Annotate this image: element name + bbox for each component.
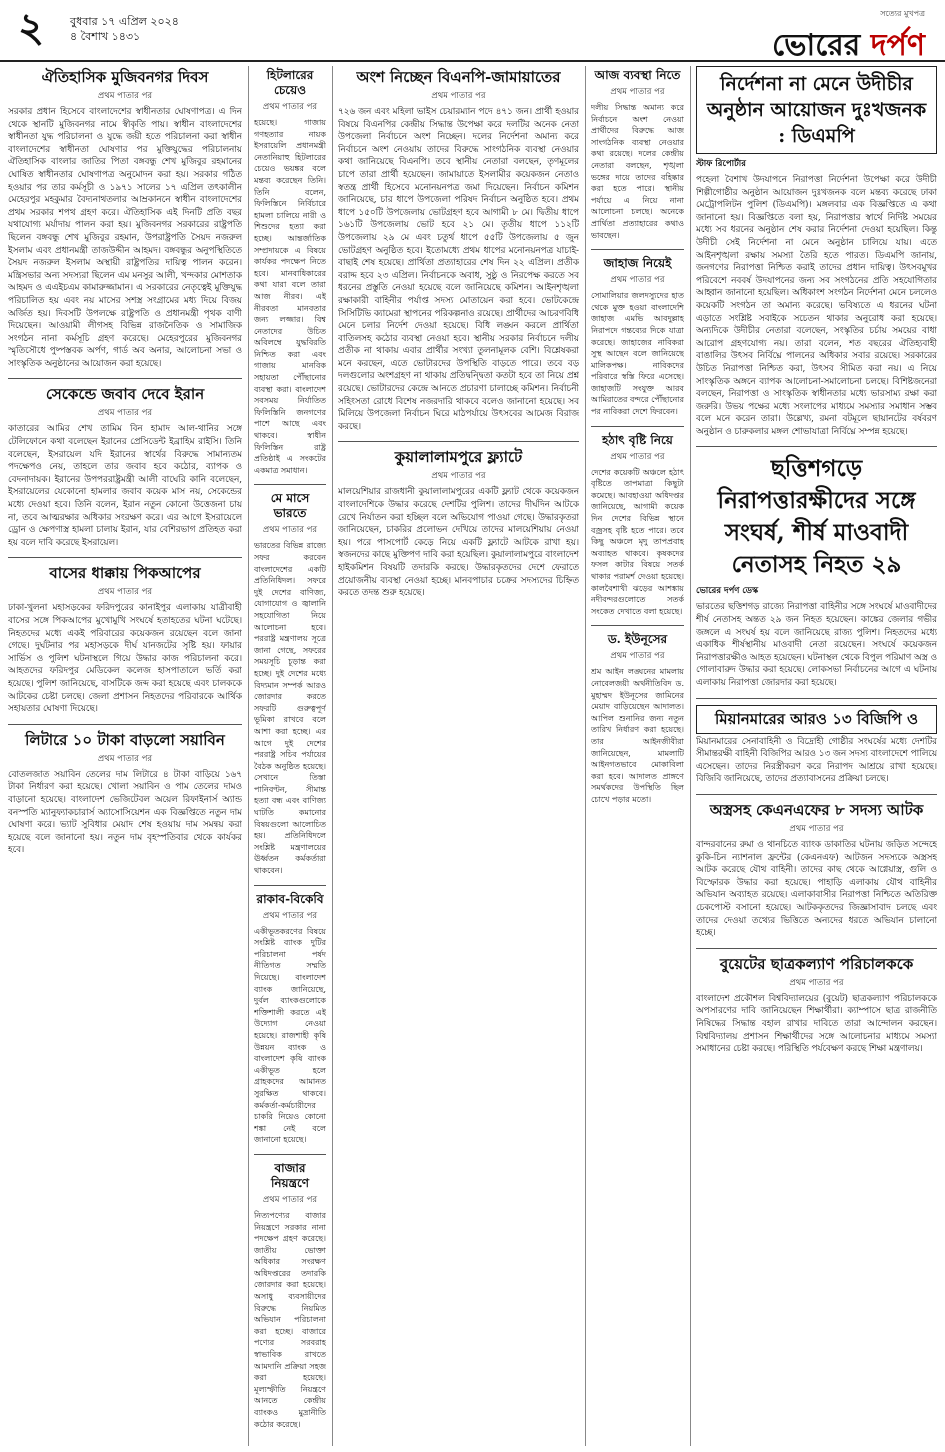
article-body: হয়েছে। গাজায় গণহত্যার নায়ক ইসরায়েলি প্রধানমন্ত্রী নেতানিয়াহু হিটলারের চেয়েও ভয়ঙ্কর বলে মন্তব্য করেছেন তিনি। তিনি বলেন, ফিলিস্তিনে নির্বিচারে হামলা চালিয়ে নারী ও শিশুদের হত্যা করা হচ্ছে। আন্তর্জাতিক সম্প্রদায়কে এ বিষয়ে কার্যকর পদক্ষেপ নিতে হবে। মানবাধিকারের কথা যারা বলে তারা আজ নীরব। এই নীরবতা মানবতার জন্য লজ্জার। বিশ্ব নেতাদের উচিত অবিলম্বে যুদ্ধবিরতি নিশ্চিত করা এবং গাজায় মানবিক সহায়তা পৌঁছানোর ব্যবস্থা করা। বাংলাদেশ সবসময় নির্যাতিত ফিলিস্তিনি জনগণের পাশে আছে এবং থাকবে। স্বাধীন ফিলিস্তিন রাষ্ট্র প্রতিষ্ঠাই এ সংকটের একমাত্র সমাধান। (254, 118, 326, 475)
article-body: দেশের কয়েকটি অঞ্চলে হঠাৎ বৃষ্টিতে তাপমাত্রা কিছুটা কমেছে। আবহাওয়া অধিদপ্তর জানিয়েছে, আগামী কয়েক দিন দেশের বিভিন্ন স্থানে বজ্রসহ বৃষ্টি হতে পারে। তবে কিছু অঞ্চলে মৃদু তাপপ্রবাহ অব্যাহত থাকবে। কৃষকদের ফসল কাটার বিষয়ে সতর্ক থাকার পরামর্শ দেওয়া হয়েছে। কালবৈশাখী ঝড়ের আশঙ্কায় নদীবন্দরগুলোতে সতর্ক সংকেত দেখাতে বলা হয়েছে। (591, 467, 684, 616)
article-headline[interactable]: মিয়ানমারের আরও ১৩ বিজিপি ও (696, 705, 937, 734)
article (254, 1161, 326, 1430)
column-2 (254, 66, 326, 1446)
article-body: ভারতের ছত্তিশগড় রাজ্যে নিরাপত্তা বাহিনীর সঙ্গে সংঘর্ষে মাওবাদীদের শীর্ষ নেতাসহ অন্তত ২৯ জন নিহত হয়েছেন। কাঙ্কের জেলার গভীর জঙ্গলে এ সংঘর্ষ হয় বলে জানিয়েছে রাজ্য পুলিশ। নিহতদের মধ্যে একাধিক শীর্ষস্থানীয় মাওবাদী নেতা রয়েছেন। সংঘর্ষে কয়েকজন নিরাপত্তারক্ষীও আহত হয়েছেন। ঘটনাস্থল থেকে বিপুল পরিমাণ অস্ত্র ও গোলাবারুদ উদ্ধার করা হয়েছে। লোকসভা নির্বাচনের আগে এ ঘটনায় এলাকায় নিরাপত্তা জোরদার করা হয়েছে। (696, 602, 937, 689)
article-headline[interactable]: ঐতিহাসিক মুজিবনগর দিবস (41, 68, 209, 86)
divider (696, 446, 937, 447)
continuation-label: প্রথম পাতার পর (262, 910, 318, 921)
article-body: সোমালিয়ার জলদস্যুদের হাত থেকে মুক্ত হওয়া বাংলাদেশি জাহাজ এমভি আবদুল্লাহ নিরাপদে গন্তব্যের দিকে যাত্রা করেছে। জাহাজের নাবিকরা সুস্থ আছেন বলে জানিয়েছে মালিকপক্ষ। নাবিকদের পরিবারে স্বস্তি ফিরে এসেছে। জাহাজটি সংযুক্ত আরব আমিরাতের বন্দরে পৌঁছানোর পর নাবিকরা দেশে ফিরবেন। (591, 291, 684, 417)
masthead (0, 0, 945, 62)
article (254, 892, 326, 1146)
article-headline[interactable]: বাসের ধাক্কায় পিকআপের (49, 564, 201, 583)
article (696, 801, 937, 940)
article-headline[interactable]: অংশ নিচ্ছেন বিএনপি-জামায়াতের (356, 68, 561, 86)
lead-article (696, 453, 937, 689)
date-bengali: ৪ বৈশাখ ১৪৩১ (70, 30, 141, 43)
article-body: শ্রম আইন লঙ্ঘনের মামলায় নোবেলজয়ী অর্থনীতিবিদ ড. মুহাম্মদ ইউনূসের জামিনের মেয়াদ বাড়িয়েছেন আদালত। আপিল শুনানির জন্য নতুন তারিখ নির্ধারণ করা হয়েছে। তার আইনজীবীরা জানিয়েছেন, মামলাটি আইনগতভাবে মোকাবিলা করা হবে। আদালত প্রাঙ্গণে সমর্থকদের উপস্থিতি ছিল চোখে পড়ার মতো। (591, 667, 684, 804)
article-body: একীভূতকরণের বিষয়ে সংশ্লিষ্ট ব্যাংক দুটির পরিচালনা পর্ষদ নীতিগত সম্মতি দিয়েছে। বাংলাদেশ ব্যাংক জানিয়েছে, দুর্বল ব্যাংকগুলোকে শক্তিশালী করতে এই উদ্যোগ নেওয়া হয়েছে। রাজশাহী কৃষি উন্নয়ন ব্যাংক ও বাংলাদেশ কৃষি ব্যাংক একীভূত হলে গ্রাহকদের আমানত সুরক্ষিত থাকবে। কর্মকর্তা-কর্মচারীদের চাকরি নিয়েও কোনো শঙ্কা নেই বলে জানানো হয়েছে। (254, 926, 326, 1145)
article-body: মালয়েশিয়ার রাজধানী কুয়ালালামপুরের একটি ফ্ল্যাট থেকে কয়েকজন বাংলাদেশিকে উদ্ধার করেছে দেশটির পুলিশ। তাদের দীর্ঘদিন আটকে রেখে নির্যাতন করা হচ্ছিল বলে অভিযোগ পাওয়া গেছে। উদ্ধারকৃতরা জানিয়েছেন, চাকরির প্রলোভন দেখিয়ে তাদের মালয়েশিয়ায় নেওয়া হয়। পরে পাসপোর্ট কেড়ে নিয়ে একটি ফ্ল্যাটে আটকে রাখা হয়। স্বজনদের কাছে মুক্তিপণ দাবি করা হয়েছিল। কুয়ালালামপুরে বাংলাদেশ হাইকমিশন বিষয়টি তদারকি করছে। উদ্ধারকৃতদের দেশে ফেরাতে প্রয়োজনীয় ব্যবস্থা নেওয়া হচ্ছে। মানবপাচার চক্রের সদস্যদের চিহ্নিত করতে তদন্ত শুরু হয়েছে। (338, 487, 579, 599)
article (338, 448, 579, 599)
column-rule (332, 66, 333, 1446)
lead-article (696, 66, 937, 438)
divider (591, 249, 684, 250)
byline: ভোরের দর্পণ ডেস্ক (696, 586, 759, 597)
column-rule (585, 66, 586, 1446)
article-body: পহেলা বৈশাখ উদযাপনে নিরাপত্তা নির্দেশনা উপেক্ষা করে উদীচী শিল্পীগোষ্ঠীর অনুষ্ঠান আয়োজন দুঃখজনক বলে মন্তব্য করেছে ঢাকা মেট্রোপলিটন পুলিশ (ডিএমপি)। মঙ্গলবার এক বিজ্ঞপ্তিতে এ কথা জানানো হয়। বিজ্ঞপ্তিতে বলা হয়, নিরাপত্তার স্বার্থে নির্দিষ্ট সময়ের মধ্যে সব ধরনের অনুষ্ঠান শেষ করার নির্দেশনা দেওয়া হয়েছিল। কিন্তু উদীচী সেই নির্দেশনা না মেনে অনুষ্ঠান চালিয়ে যায়। এতে আইনশৃঙ্খলা রক্ষায় সমস্যা তৈরি হতে পারত। ডিএমপি জানায়, জনগণের নিরাপত্তা নিশ্চিত করাই তাদের প্রধান দায়িত্ব। উৎসবমুখর পরিবেশে নববর্ষ উদযাপনের জন্য সব সংগঠনের প্রতি সহযোগিতার আহ্বান জানানো হয়েছিল। অধিকাংশ সংগঠন নির্দেশনা মেনে চললেও কয়েকটি সংগঠন তা অমান্য করেছে। ভবিষ্যতে এ ধরনের ঘটনা এড়াতে সংশ্লিষ্ট সবাইকে সচেতন থাকার অনুরোধ করা হয়েছে। অন্যদিকে উদীচীর নেতারা বলেছেন, সংস্কৃতির চর্চায় সময়ের বাধা আরোপ গ্রহণযোগ্য নয়। তারা বলেন, শত বছরের ঐতিহ্যবাহী বাঙালির উৎসব নির্বিঘ্নে পালনের অধিকার সবার রয়েছে। সরকারের উচিত নিরাপত্তা নিশ্চিত করা, উৎসব সীমিত করা নয়। এ নিয়ে সাংস্কৃতিক অঙ্গনে ব্যাপক আলোচনা-সমালোচনা চলছে। বিশিষ্টজনেরা বলছেন, নিরাপত্তা ও সাংস্কৃতিক স্বাধীনতার মধ্যে ভারসাম্য রক্ষা করা জরুরি। উভয় পক্ষের মধ্যে সংলাপের মাধ্যমে সমস্যার সমাধান সম্ভব বলে মনে করেন তারা। উল্লেখ্য, রমনা বটমূলে ছায়ানটের বর্ষবরণ অনুষ্ঠান ও চারুকলার মঙ্গল শোভাযাত্রা নির্বিঘ্নে সম্পন্ন হয়েছে। (696, 175, 937, 437)
continuation-label: প্রথম পাতার পর (610, 275, 665, 286)
continuation-label: প্রথম পাতার পর (431, 471, 486, 482)
lead-headline[interactable]: ছত্তিশগড়ে নিরাপত্তারক্ষীদের সঙ্গে সংঘর্ষ, শীর্ষ মাওবাদী নেতাসহ নিহত ২৯ (717, 455, 916, 579)
divider (696, 948, 937, 949)
newspaper-logo (772, 8, 925, 72)
continuation-label: প্রথম পাতার পর (97, 753, 153, 764)
article-body: ঢাকা-খুলনা মহাসড়কের ফরিদপুরের কানাইপুর এলাকায় যাত্রীবাহী বাসের সঙ্গে পিকআপের মুখোমুখি সংঘর্ষে হতাহতের ঘটনা ঘটেছে। নিহতদের মধ্যে একই পরিবারের কয়েকজন রয়েছেন বলে জানা গেছে। দুর্ঘটনার পর মহাসড়কে দীর্ঘ যানজটের সৃষ্টি হয়। ফায়ার সার্ভিস ও পুলিশ ঘটনাস্থলে গিয়ে উদ্ধার কাজ পরিচালনা করে। আহতদের ফরিদপুর মেডিকেল কলেজ হাসপাতালে ভর্তি করা হয়েছে। পুলিশ জানিয়েছে, বাসটিকে জব্দ করা হয়েছে এবং চালককে আটকের চেষ্টা চলছে। জেলা প্রশাসন নিহতদের পরিবারকে আর্থিক সহায়তার ঘোষণা দিয়েছে। (8, 603, 242, 715)
column-5 (696, 66, 937, 1446)
article-body: ৭২৬ জন এবং মহিলা ভাইস চেয়ারম্যান পদে ৪৭১ জন। প্রার্থী হওয়ার বিষয়ে বিএনপির কেন্দ্রীয় সিদ্ধান্ত উপেক্ষা করে দলটির অনেক নেতা উপজেলা নির্বাচনে অংশ নিচ্ছেন। দলের নির্দেশনা অমান্য করে নির্বাচনে অংশ নেওয়ায় তাদের বিরুদ্ধে সাংগঠনিক ব্যবস্থা নেওয়ার কথা জানিয়েছে বিএনপি। তবে স্থানীয় নেতারা বলছেন, তৃণমূলের চাপে তারা প্রার্থী হয়েছেন। জামায়াতে ইসলামীর কয়েকজন নেতাও স্বতন্ত্র প্রার্থী হিসেবে মনোনয়নপত্র জমা দিয়েছেন। নির্বাচন কমিশন জানিয়েছে, চার ধাপে উপজেলা পরিষদ নির্বাচন অনুষ্ঠিত হবে। প্রথম ধাপে ১৫০টি উপজেলায় ভোটগ্রহণ হবে আগামী ৮ মে। দ্বিতীয় ধাপে ১৬১টি উপজেলায় ভোট হবে ২১ মে। তৃতীয় ধাপে ১১২টি উপজেলায় ২৯ মে এবং চতুর্থ ধাপে ৫৫টি উপজেলায় ৫ জুন ভোটগ্রহণ অনুষ্ঠিত হবে। ইতোমধ্যে প্রথম ধাপের মনোনয়নপত্র যাচাই-বাছাই শেষ হয়েছে। প্রার্থিতা প্রত্যাহারের শেষ দিন ২২ এপ্রিল। প্রতীক বরাদ্দ হবে ২৩ এপ্রিল। নির্বাচনকে অবাধ, সুষ্ঠু ও নিরপেক্ষ করতে সব ধরনের প্রস্তুতি নেওয়া হয়েছে বলে জানিয়েছে কমিশন। আইনশৃঙ্খলা রক্ষাকারী বাহিনীর পর্যাপ্ত সদস্য মোতায়েন করা হবে। ভোটকেন্দ্রে সিসিটিভি ক্যামেরা স্থাপনের পরিকল্পনাও রয়েছে। প্রার্থীদের আচরণবিধি মেনে চলার নির্দেশ দেওয়া হয়েছে। বিধি লঙ্ঘন করলে প্রার্থিতা বাতিলসহ কঠোর ব্যবস্থা নেওয়া হবে। স্থানীয় সরকার নির্বাচনে দলীয় প্রতীক না থাকায় এবার প্রার্থীর সংখ্যা তুলনামূলক বেশি। বিশ্লেষকরা মনে করছেন, এতে ভোটারদের উপস্থিতি বাড়তে পারে। তবে বড় দলগুলোর অংশগ্রহণ না থাকায় প্রতিদ্বন্দ্বিতা কতটা হবে তা নিয়ে প্রশ্ন রয়েছে। ভোটারদের কেন্দ্রে আনতে প্রচারণা চালাচ্ছে কমিশন। নির্বাচনী সহিংসতা রোধে বিশেষ নজরদারি থাকবে বলেও জানানো হয়েছে। সব মিলিয়ে উপজেলা নির্বাচন ঘিরে মাঠপর্যায়ে উৎসবের আমেজ বিরাজ করছে। (338, 107, 579, 432)
column-3 (338, 66, 579, 1446)
divider (591, 426, 684, 427)
column-rule (690, 66, 691, 1446)
logo-word-2: দর্পণ (870, 28, 925, 63)
continuation-label: প্রথম পাতার পর (610, 87, 665, 97)
article (254, 491, 326, 876)
column-rule (248, 66, 249, 1446)
article (696, 955, 937, 1056)
article (8, 385, 242, 549)
article-body: ভারতের বিভিন্ন রাজ্যে সফর করবেন বাংলাদেশের একটি প্রতিনিধিদল। সফরে দুই দেশের বাণিজ্য, যোগাযোগ ও জ্বালানি সহযোগিতা নিয়ে আলোচনা হবে। পররাষ্ট্র মন্ত্রণালয় সূত্রে জানা গেছে, সফরের সময়সূচি চূড়ান্ত করা হচ্ছে। দুই দেশের মধ্যে বিদ্যমান সম্পর্ক আরও জোরদার করতে সফরটি গুরুত্বপূর্ণ ভূমিকা রাখবে বলে আশা করা হচ্ছে। এর আগে দুই দেশের পররাষ্ট্র সচিব পর্যায়ের বৈঠক অনুষ্ঠিত হয়েছে। সেখানে তিস্তা পানিবণ্টন, সীমান্ত হত্যা বন্ধ এবং বাণিজ্য ঘাটতি কমানোর বিষয়গুলো আলোচিত হয়। প্রতিনিধিদলে সংশ্লিষ্ট মন্ত্রণালয়ের ঊর্ধ্বতন কর্মকর্তারা থাকবেন। (254, 541, 326, 876)
logo-tagline: সত্যের মুখপত্র (880, 9, 925, 18)
article-body: বোতলজাত সয়াবিন তেলের দাম লিটারে ৪ টাকা বাড়িয়ে ১৬৭ টাকা নির্ধারণ করা হয়েছে। খোলা সয়াবিন ও পাম তেলের দামও বাড়ানো হয়েছে। বাংলাদেশ ভেজিটেবল অয়েল রিফাইনার্স অ্যান্ড বনস্পতি ম্যানুফ্যাকচারার্স অ্যাসোসিয়েশন এক বিজ্ঞপ্তিতে নতুন দাম ঘোষণা করে। ভ্যাট সুবিধার মেয়াদ শেষ হওয়ায় দাম সমন্বয় করা হয়েছে বলে জানানো হয়। নতুন দাম বৃহস্পতিবার থেকে কার্যকর হবে। (8, 769, 242, 856)
divider (591, 625, 684, 626)
article (254, 68, 326, 476)
article (591, 433, 684, 618)
continuation-label: প্রথম পাতার পর (610, 651, 665, 662)
article-body: সরকার প্রধান হিসেবে বাংলাদেশের স্বাধীনতার ঘোষণাপত্র। এ দিন থেকে স্থানটি মুজিবনগর নামে স্বীকৃতি পায়। স্বাধীন বাংলাদেশের স্বাধীনতা যুদ্ধ পরিচালনা ও যুদ্ধে জয়ী হতে পরিচালনা করা স্বাধীন বাংলাদেশের স্বাধীনতা ঘোষণার পর মুক্তিযুদ্ধের পরিচালনায় ঐতিহাসিক বাংলার জাতির পিতা বঙ্গবন্ধু শেখ মুজিবুর রহমানের ঘোষিত স্বাধীনতার ঘোষণাপত্র অনুমোদন করা হয়। সরকার গঠিত হওয়ার পর তার কর্মসূচী ও ১৯৭১ সালের ১৭ এপ্রিল তৎকালীন মেহেরপুর মহকুমার বৈদ্যনাথতলার আম্রকাননে স্বাধীন বাংলাদেশের প্রথম সরকার শপথ গ্রহণ করে। ঐতিহাসিক এই দিনটি প্রতি বছর যথাযোগ্য মর্যাদায় পালন করা হয়। মুজিবনগর সরকারের রাষ্ট্রপতি ছিলেন বঙ্গবন্ধু শেখ মুজিবুর রহমান, উপরাষ্ট্রপতি সৈয়দ নজরুল ইসলাম এবং প্রধানমন্ত্রী তাজউদ্দীন আহমদ। বঙ্গবন্ধুর অনুপস্থিতিতে সৈয়দ নজরুল ইসলাম অস্থায়ী রাষ্ট্রপতির দায়িত্ব পালন করেন। মন্ত্রিসভার অন্য সদস্যরা ছিলেন এম মনসুর আলী, খন্দকার মোশতাক আহমদ ও এএইচএম কামারুজ্জামান। এ সরকারের নেতৃত্বেই মুক্তিযুদ্ধ পরিচালিত হয় এবং নয় মাসের সশস্ত্র সংগ্রামের মধ্য দিয়ে বিজয় অর্জিত হয়। দিবসটি উপলক্ষে রাষ্ট্রপতি ও প্রধানমন্ত্রী পৃথক বাণী দিয়েছেন। আওয়ামী লীগসহ বিভিন্ন রাজনৈতিক ও সামাজিক সংগঠন নানা কর্মসূচি গ্রহণ করেছে। মেহেরপুরের মুজিবনগর স্মৃতিসৌধে পুষ্পস্তবক অর্পণ, গার্ড অব অনার, আলোচনা সভা ও সাংস্কৃতিক অনুষ্ঠানের আয়োজন করা হয়েছে। (8, 107, 242, 369)
article (338, 68, 579, 433)
column-1 (8, 66, 242, 1446)
issue-date (70, 14, 179, 44)
continuation-label: প্রথম পাতার পর (97, 91, 153, 101)
article-body: মিয়ানমারের সেনাবাহিনী ও বিদ্রোহী গোষ্ঠীর সংঘর্ষের মধ্যে দেশটির সীমান্তরক্ষী বাহিনী বিজিপির আরও ১৩ জন সদস্য বাংলাদেশে পালিয়ে এসেছেন। তাদের নিরস্ত্রীকরণ করে নিরাপদ আশ্রয়ে রাখা হয়েছে। বিজিবি জানিয়েছে, তাদের প্রত্যাবাসনের প্রক্রিয়া চলছে। (696, 736, 937, 785)
continuation-label: প্রথম পাতার পর (262, 1194, 318, 1205)
continuation-label: প্রথম পাতার পর (789, 977, 844, 988)
article-headline[interactable]: অস্ত্রসহ কেএনএফের ৮ সদস্য আটক (709, 801, 924, 819)
divider (254, 885, 326, 886)
continuation-label: প্রথম পাতার পর (97, 587, 153, 598)
byline: স্টাফ রিপোর্টার (696, 159, 746, 169)
continuation-label: প্রথম পাতার পর (610, 451, 665, 462)
article (696, 705, 937, 786)
article-headline[interactable]: জাহাজ নিয়েই (603, 256, 672, 271)
continuation-label: প্রথম পাতার পর (262, 102, 318, 112)
article-headline[interactable]: বুয়েটের ছাত্রকল্যাণ পরিচালককে (719, 954, 914, 973)
divider (696, 698, 937, 699)
continuation-label: প্রথম পাতার পর (431, 91, 486, 101)
article-headline[interactable]: ড. ইউনূসের (607, 632, 668, 647)
article (591, 632, 684, 805)
lead-headline[interactable]: নির্দেশনা না মেনে উদীচীর অনুষ্ঠান আয়োজন দুঃখজনক : ডিএমপি (696, 66, 937, 154)
article (8, 731, 242, 857)
article-body: বান্দরবানের রুমা ও থানচিতে ব্যাংক ডাকাতির ঘটনায় জড়িত সন্দেহে কুকি-চিন ন্যাশনাল ফ্রন্টের (কেএনএফ) আটজন সদস্যকে অস্ত্রসহ আটক করেছে যৌথ বাহিনী। তাদের কাছ থেকে আগ্নেয়াস্ত্র, গুলি ও বিস্ফোরক উদ্ধার করা হয়েছে। পাহাড়ি এলাকায় যৌথ বাহিনীর অভিযান অব্যাহত রয়েছে। এলাকাবাসীর নিরাপত্তা নিশ্চিতে অতিরিক্ত চেকপোস্ট বসানো হয়েছে। আটককৃতদের জিজ্ঞাসাবাদ চলছে এবং তাদের দেওয়া তথ্যের ভিত্তিতে অন্যদের ধরতে অভিযান চালানো হচ্ছে। (696, 840, 937, 939)
continuation-label: প্রথম পাতার পর (97, 408, 153, 419)
article-headline[interactable]: মে মাসে ভারতে (270, 491, 310, 521)
divider (696, 794, 937, 795)
article-headline[interactable]: হিটলারের চেয়েও (266, 68, 314, 97)
divider (8, 557, 242, 558)
article-headline[interactable]: হঠাৎ বৃষ্টি নিয়ে (602, 432, 673, 447)
article (8, 564, 242, 715)
page-number: ২ (18, 4, 45, 51)
article-body: বাংলাদেশ প্রকৌশল বিশ্ববিদ্যালয়ের (বুয়েট) ছাত্রকল্যাণ পরিচালককে অপসারণের দাবি জানিয়েছেন শিক্ষার্থীরা। ক্যাম্পাসে ছাত্র রাজনীতি নিষিদ্ধের সিদ্ধান্ত বহাল রাখার দাবিতে তারা আন্দোলন করছেন। বিশ্ববিদ্যালয় প্রশাসন শিক্ষার্থীদের সঙ্গে আলোচনার মাধ্যমে সমস্যা সমাধানের চেষ্টা করছে। পরিস্থিতি পর্যবেক্ষণ করছে শিক্ষা মন্ত্রণালয়। (696, 993, 937, 1055)
article-body: নিত্যপণ্যের বাজার নিয়ন্ত্রণে সরকার নানা পদক্ষেপ গ্রহণ করেছে। জাতীয় ভোক্তা অধিকার সংরক্ষণ অধিদপ্তরের তদারকি জোরদার করা হয়েছে। অসাধু ব্যবসায়ীদের বিরুদ্ধে নিয়মিত অভিযান পরিচালনা করা হচ্ছে। বাজারে পণ্যের সরবরাহ স্বাভাবিক রাখতে আমদানি প্রক্রিয়া সহজ করা হয়েছে। মূল্যস্ফীতি নিয়ন্ত্রণে আনতে কেন্দ্রীয় ব্যাংকও মুদ্রানীতি কঠোর করেছে। (254, 1210, 326, 1429)
article-headline[interactable]: আজ ব্যবস্থা নিতে (594, 68, 681, 82)
logo-word-1: ভোরের (772, 28, 871, 63)
article-body: দলীয় সিদ্ধান্ত অমান্য করে নির্বাচনে অংশ নেওয়া প্রার্থীদের বিরুদ্ধে আজ সাংগঠনিক ব্যবস্থা নেওয়ার কথা রয়েছে। দলের কেন্দ্রীয় নেতারা বলছেন, শৃঙ্খলা ভঙ্গের দায়ে তাদের বহিষ্কার করা হতে পারে। স্থানীয় পর্যায়ে এ নিয়ে নানা আলোচনা চলছে। অনেকে প্রার্থিতা প্রত্যাহারের কথাও ভাবছেন। (591, 103, 684, 240)
divider (8, 378, 242, 379)
divider (254, 484, 326, 485)
article-headline[interactable]: লিটারে ১০ টাকা বাড়লো সয়াবিন (25, 730, 225, 749)
column-4 (591, 66, 684, 1446)
article (8, 68, 242, 370)
article-headline[interactable]: কুয়ালালামপুরে ফ্ল্যাটে (394, 448, 523, 467)
divider (254, 1154, 326, 1155)
article (591, 68, 684, 241)
article-body: কাতারের আমির শেখ তামিম বিন হামাদ আল-থানির সঙ্গে টেলিফোনে কথা বলেছেন ইরানের প্রেসিডেন্ট ইব্রাহিম রাইসি। তিনি বলেছেন, ইসরায়েল যদি ইরানের স্বার্থের বিরুদ্ধে সামান্যতম পদক্ষেপও নেয়, তাহলে তার জবাব হবে কঠোর, ব্যাপক ও বেদনাদায়ক। ইরানের উপপররাষ্ট্রমন্ত্রী আলী বাঘেরি কানি বলেছেন, ইসরায়েলের যেকোনো হামলার জবাব কয়েক মাস নয়, সেকেন্ডের মধ্যে দেওয়া হবে। তিনি বলেন, ইরান নতুন কোনো উত্তেজনা চায় না, তবে আত্মরক্ষার অধিকার সংরক্ষণ করে। এর আগে ইসরায়েলে ড্রোন ও ক্ষেপণাস্ত্র হামলা চালায় ইরান, যার বেশিরভাগ প্রতিহত করা হয় বলে দাবি করেছে ইসরায়েল। (8, 424, 242, 548)
article (591, 256, 684, 418)
continuation-label: প্রথম পাতার পর (789, 824, 844, 834)
article-headline[interactable]: সেকেন্ডে জবাব দেবে ইরান (45, 385, 205, 404)
date-gregorian: বুধবার ১৭ এপ্রিল ২০২৪ (70, 15, 179, 28)
article-headline[interactable]: রাকাব-বিকেবি (256, 891, 324, 906)
divider (8, 724, 242, 725)
continuation-label: প্রথম পাতার পর (262, 525, 318, 536)
divider (338, 441, 579, 442)
article-headline[interactable]: বাজার নিয়ন্ত্রণে (270, 1160, 310, 1190)
